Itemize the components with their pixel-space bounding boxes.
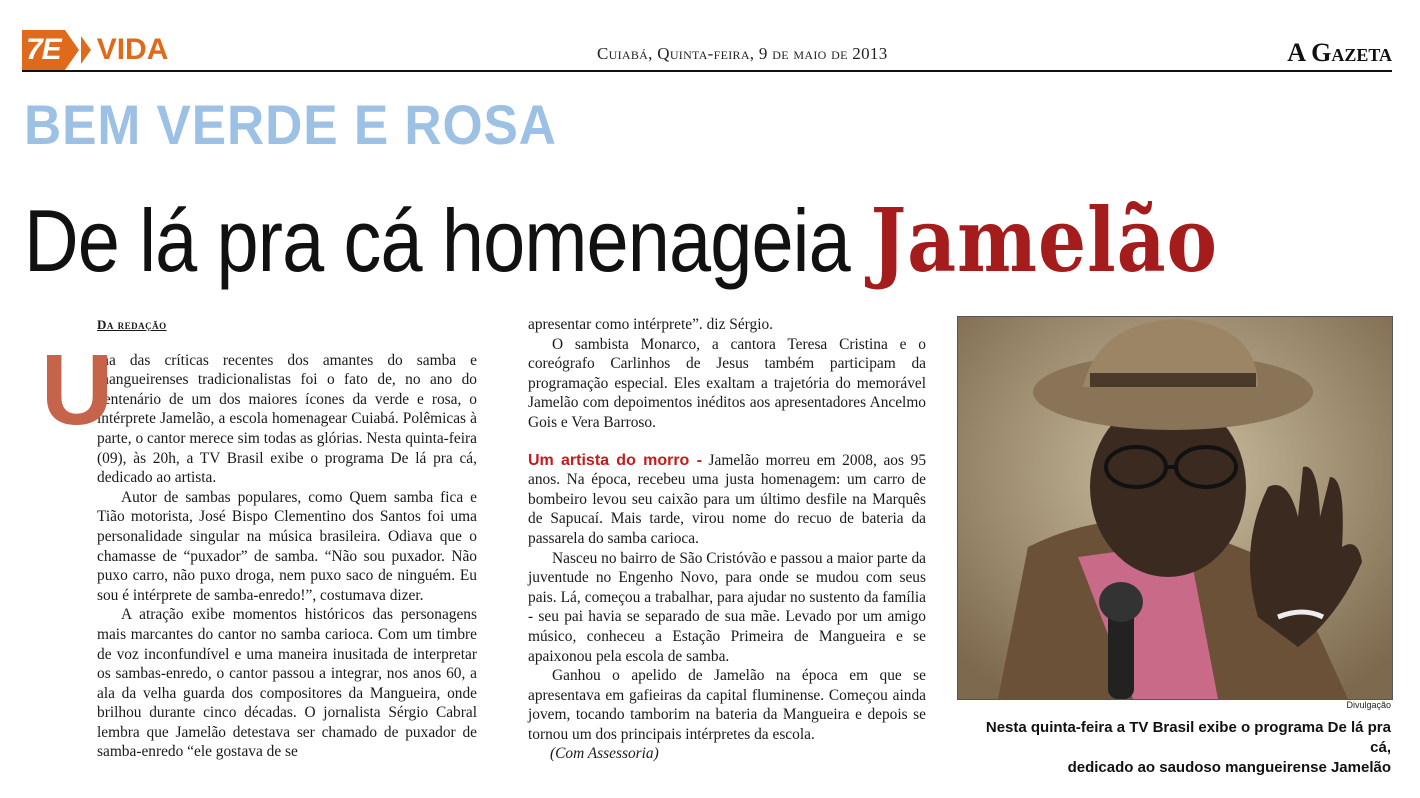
headline-main: De lá pra cá homenageia bbox=[24, 191, 850, 290]
article-column-2 bbox=[528, 315, 926, 764]
paragraph: O sambista Monarco, a cantora Teresa Cristina e o coreógrafo Carlinhos de Jesus também participam da programação especial. Eles exaltam a trajetória do memorável Jamelão com depoimentos inéditos aos apresentadores Ancelmo Gois e Vera Barroso. bbox=[528, 335, 926, 431]
kicker: BEM VERDE E ROSA bbox=[24, 93, 557, 156]
paragraph: Nasceu no bairro de São Cristóvão e passou a maior parte da juventude no Engenho Novo, para onde se mudou com seus pais. Lá, começou a trabalhar, para ajudar no sustento da família - seu pai havia se separado de sua mãe. Levado por um amigo músico, conheceu a Estação Primeira de Mangueira e se apaixonou pela escola de samba. bbox=[528, 549, 926, 665]
subhead-paragraph bbox=[528, 451, 926, 549]
article-column-1 bbox=[41, 315, 477, 762]
lead-paragraph bbox=[41, 333, 477, 488]
header-rule bbox=[22, 70, 1392, 72]
jamelao-photo bbox=[957, 316, 1393, 700]
logo-badge: 7E bbox=[22, 30, 65, 70]
caption-line: Nesta quinta-feira a TV Brasil exibe o programa De lá pra cá, bbox=[985, 719, 1391, 756]
source-credit: (Com Assessoria) bbox=[550, 745, 659, 763]
subhead-text: Jamelão morreu em 2008, aos 95 anos. Na época, recebeu uma justa homenagem: um carro de bombeiro levou seu caixão para um último desfile na Marquês de Sapucaí. Mais tarde, virou nome do recuo de bateria da passarela do samba carioca. bbox=[528, 451, 927, 547]
paragraph: Autor de sambas populares, como Quem samba fica e Tião motorista, José Bispo Clementino dos Santos foi uma personalidade singular na música brasileira. Odiava que o chamasse de “puxador” de samba. “Não sou puxador. Não puxo carro, não puxo droga, nem puxo saco de ninguém. Eu sou é intérprete de samba-enredo!”, costumava dizer. bbox=[97, 488, 477, 604]
paragraph-spacer bbox=[528, 433, 926, 451]
paragraph: A atração exibe momentos históricos das personagens mais marcantes do cantor no samba carioca. Com um timbre de voz inconfundível e uma maneira inusitada de interpretar os sambas-enredo, o cantor passou a integrar, nos anos 60, a ala da velha guarda dos compositores da Mangueira, onde brilhou durante cinco décadas. O jornalista Sérgio Cabral lembra que Jamelão detestava ser chamado de puxador de samba-enredo “ele gostava de se bbox=[97, 606, 477, 761]
dateline: Cuiabá, Quinta-feira, 9 de maio de 2013 bbox=[597, 44, 888, 63]
lead-text: ma das críticas recentes dos amantes do samba e mangueirenses tradicionalistas foi o fato de, no ano do centenário de um dos maiores ícones da verde e rosa, o intérprete Jamelão, a escola homenagear Cuiabá. Polêmicas à parte, o cantor merece sim todas as glórias. Nesta quinta-feira (09), às 20h, a TV Brasil exibe o programa De lá pra cá, dedicado ao artista. bbox=[97, 351, 477, 487]
headline-name: Jamelão bbox=[870, 188, 1218, 292]
drop-cap: U bbox=[41, 333, 114, 446]
section-logo bbox=[22, 30, 168, 70]
paragraph: Ganhou o apelido de Jamelão na época em que se apresentava em gafieiras da capital fluminense. Começou ainda jovem, tocando tamborim na bateria da Mangueira e depois se tornou um dos principais intérpretes da escola. bbox=[528, 667, 926, 743]
masthead: A Gazeta bbox=[1287, 38, 1392, 67]
portrait-illustration bbox=[958, 317, 1392, 699]
section-name: VIDA bbox=[96, 33, 169, 66]
photo-caption bbox=[961, 718, 1391, 778]
subhead: Um artista do morro - bbox=[528, 451, 702, 469]
logo-arrow-icon bbox=[65, 30, 79, 70]
headline bbox=[24, 188, 1218, 292]
caption-line: dedicado ao saudoso mangueirense Jamelão bbox=[1067, 759, 1391, 776]
paragraph: apresentar como intérprete”. diz Sérgio. bbox=[528, 316, 774, 333]
byline: Da redação bbox=[97, 317, 167, 332]
photo-credit: Divulgação bbox=[1346, 700, 1391, 710]
logo-arrow-small-icon bbox=[81, 36, 91, 64]
